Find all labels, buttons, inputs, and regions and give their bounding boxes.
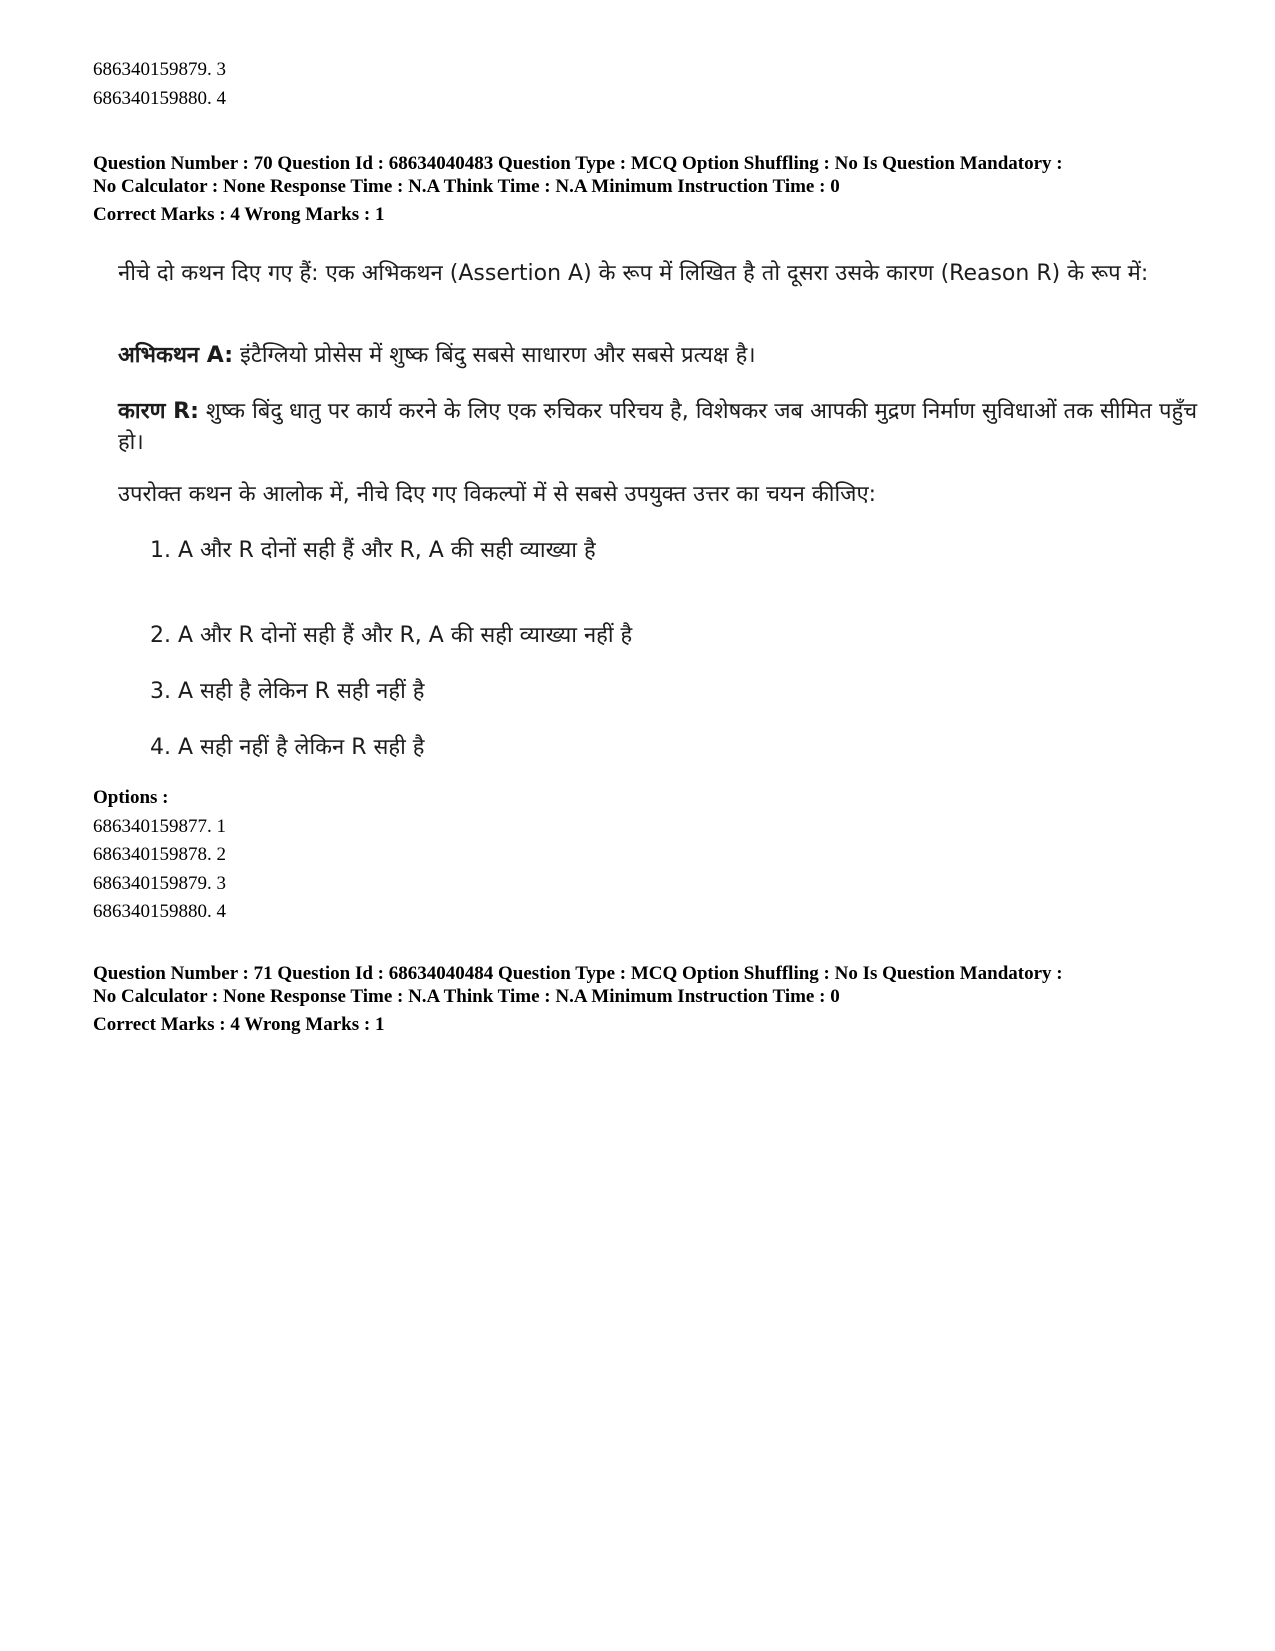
reason-label: कारण R: (118, 399, 199, 424)
option-line: 686340159879. 3 (93, 59, 226, 80)
question-header-line-1: Question Number : 70 Question Id : 68634040483 Question Type : MCQ Option Shuffling : No Is Question Mandatory : (93, 153, 1063, 174)
question-header-line-1: Question Number : 71 Question Id : 68634040484 Question Type : MCQ Option Shuffling : No Is Question Mandatory : (93, 963, 1063, 984)
question-intro: नीचे दो कथन दिए गए हैं: एक अभिकथन (Assertion A) के रूप में लिखित है तो दूसरा उसके कारण (Reason R) के रूप में: (118, 261, 1149, 286)
option-line: 686340159879. 3 (93, 873, 226, 894)
reason-statement (118, 396, 1198, 458)
answer-choice-4: 4. A सही नहीं है लेकिन R सही है (150, 735, 425, 760)
reason-text: शुष्क बिंदु धातु पर कार्य करने के लिए एक रुचिकर परिचय है, विशेषकर जब आपकी मुद्रण निर्माण सुविधाओं तक सीमित पहुँच हो। (118, 399, 1198, 455)
assertion-statement (118, 340, 1198, 371)
assertion-text: इंटैग्लियो प्रोसेस में शुष्क बिंदु सबसे साधारण और सबसे प्रत्यक्ष है। (233, 343, 756, 368)
option-line: 686340159880. 4 (93, 88, 226, 109)
question-marks: Correct Marks : 4 Wrong Marks : 1 (93, 204, 385, 225)
answer-choice-2: 2. A और R दोनों सही हैं और R, A की सही व्याख्या नहीं है (150, 623, 633, 648)
question-header-line-2: No Calculator : None Response Time : N.A Think Time : N.A Minimum Instruction Time : 0 (93, 986, 840, 1007)
option-line: 686340159878. 2 (93, 844, 226, 865)
assertion-label: अभिकथन A: (118, 343, 234, 368)
option-line: 686340159880. 4 (93, 901, 226, 922)
question-marks: Correct Marks : 4 Wrong Marks : 1 (93, 1014, 385, 1035)
option-line: 686340159877. 1 (93, 816, 226, 837)
answer-choice-3: 3. A सही है लेकिन R सही नहीं है (150, 679, 425, 704)
answer-choice-1: 1. A और R दोनों सही हैं और R, A की सही व्याख्या है (150, 538, 596, 563)
question-header-line-2: No Calculator : None Response Time : N.A Think Time : N.A Minimum Instruction Time : 0 (93, 176, 840, 197)
options-label: Options : (93, 787, 169, 808)
question-instruction: उपरोक्त कथन के आलोक में, नीचे दिए गए विकल्पों में से सबसे उपयुक्त उत्तर का चयन कीजिए: (118, 482, 877, 507)
